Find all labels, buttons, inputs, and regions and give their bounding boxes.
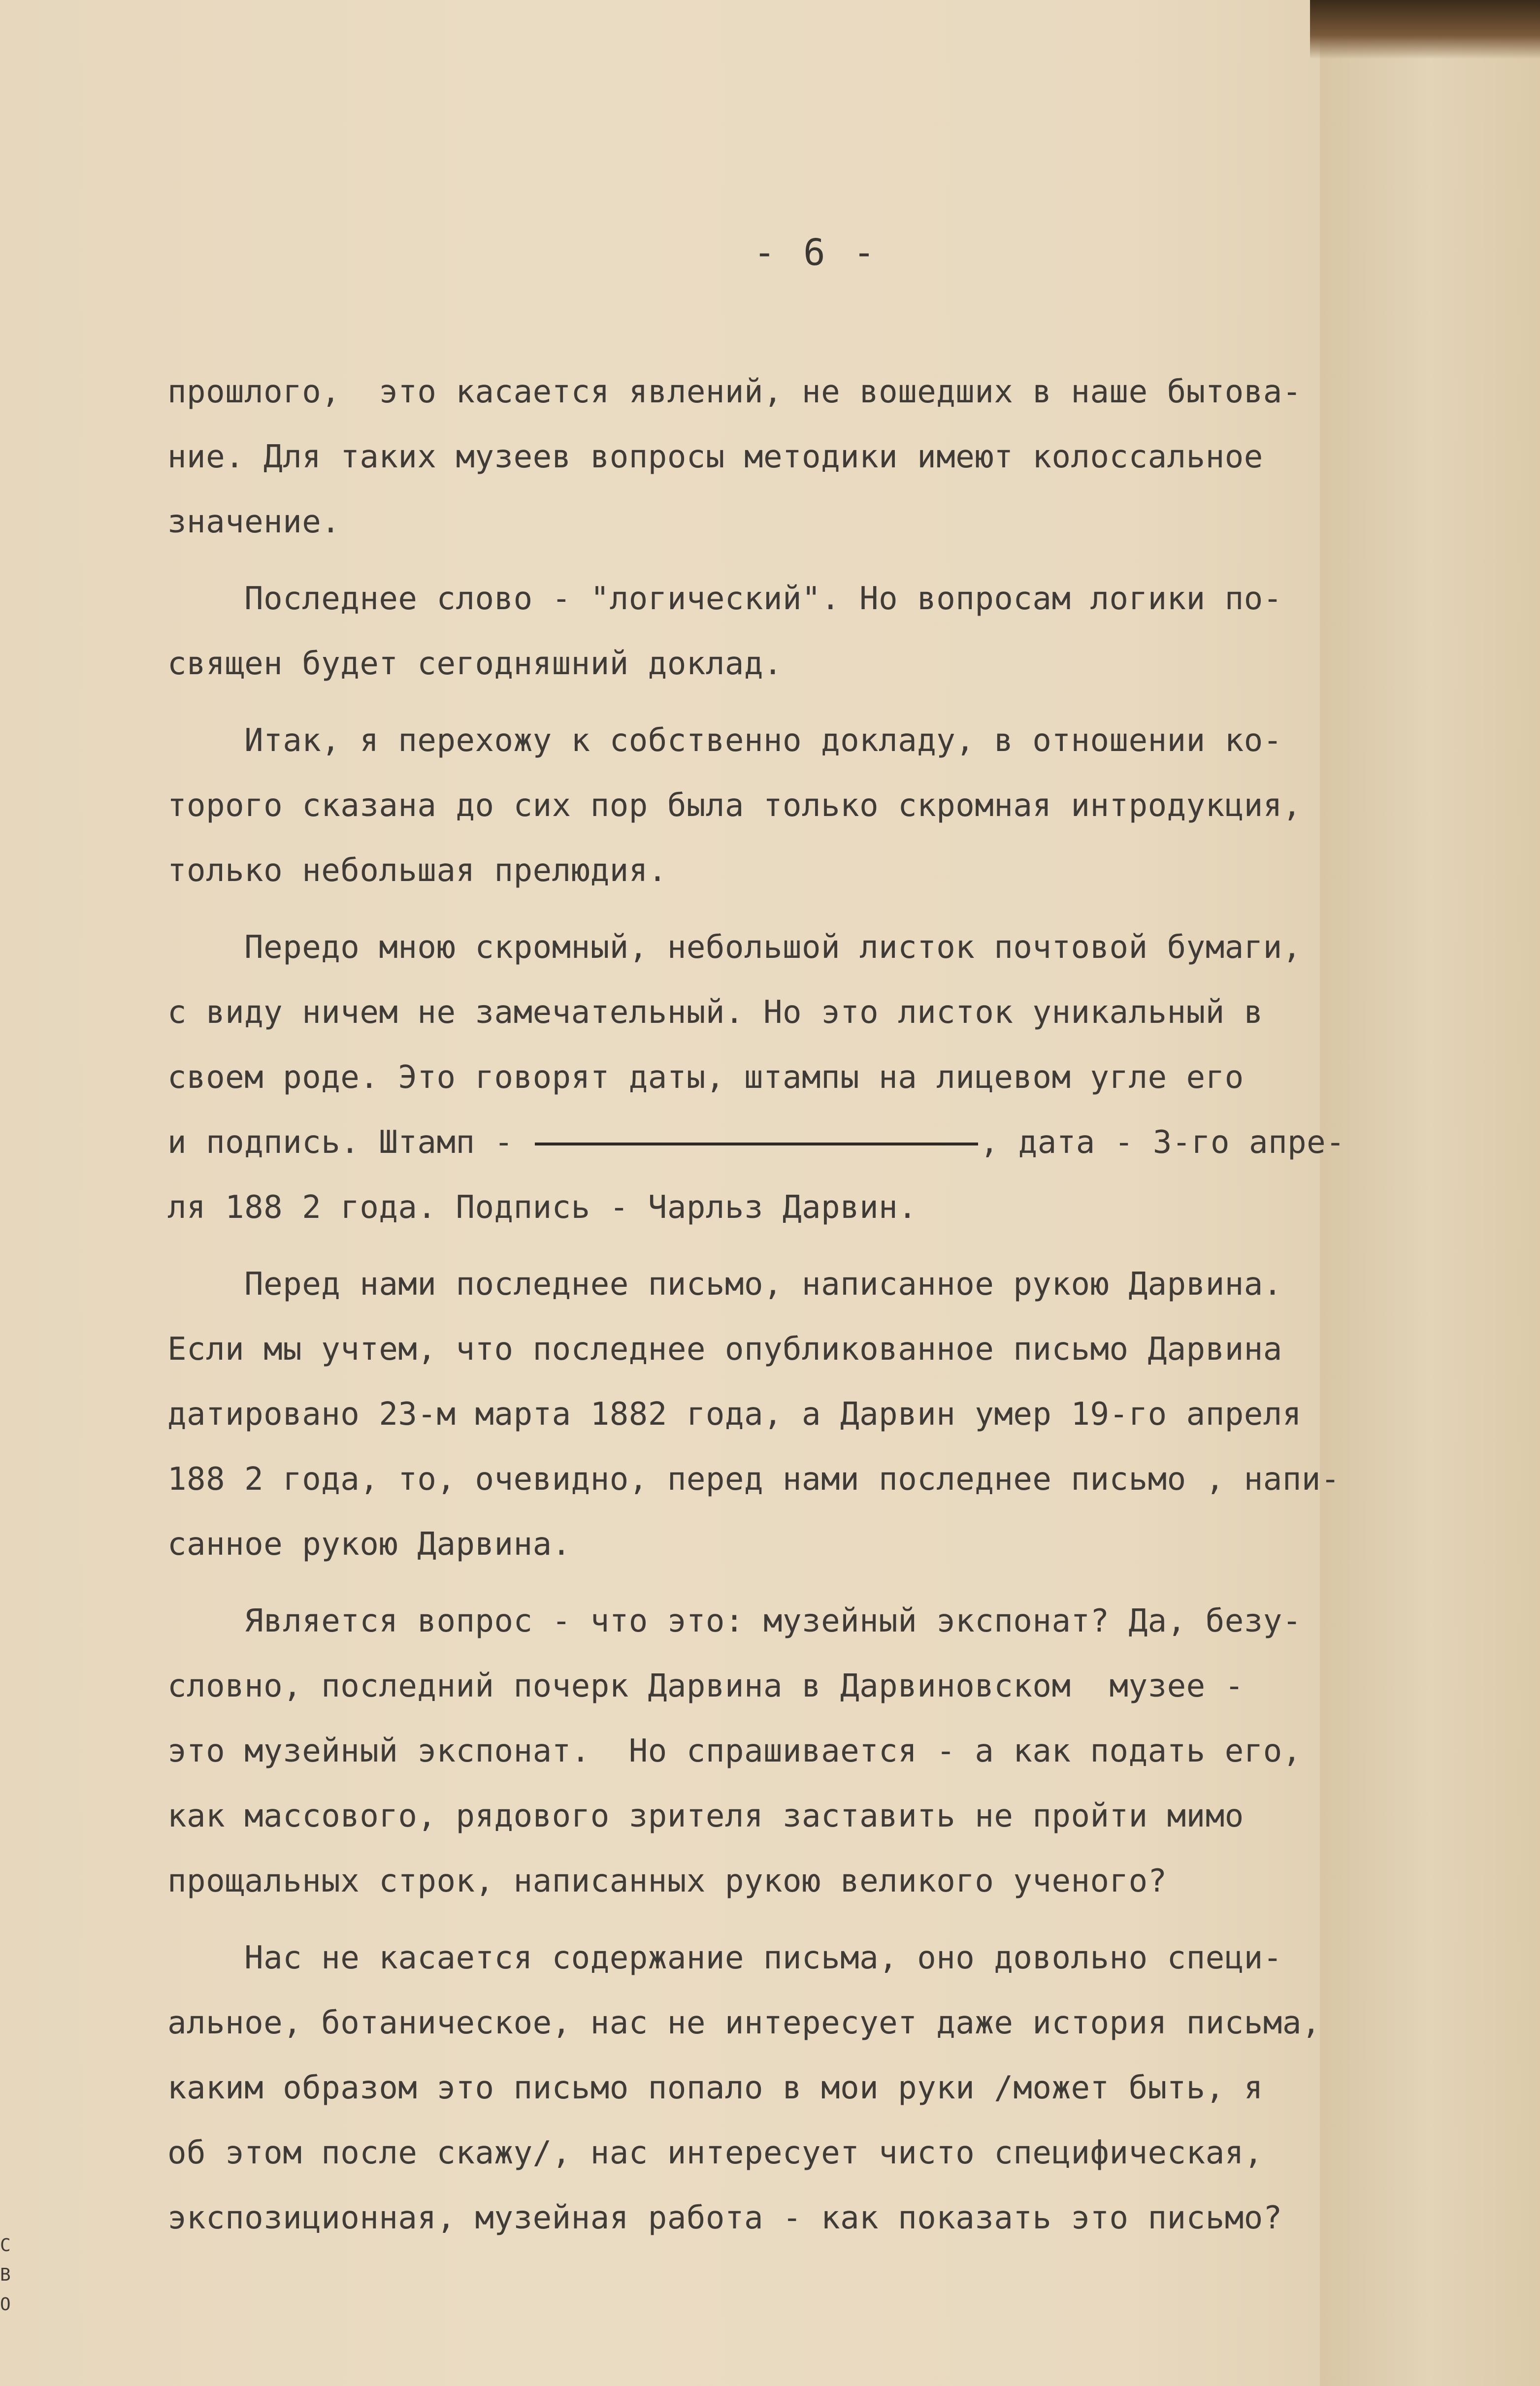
text-line: альное, ботаническое, нас не интересует даже история письма, [167, 2005, 1321, 2041]
margin-mark: С [0, 2235, 11, 2255]
text-line: Передо мною скромный, небольшой листок почтовой бумаги, [167, 929, 1302, 966]
text-line: священ будет сегодняшний доклад. [167, 646, 783, 682]
text-line: санное рукою Дарвина. [167, 1526, 571, 1563]
stamp-line-before: и подпись. Штамп - [167, 1124, 533, 1161]
stamp-line [167, 1110, 1389, 1175]
text-line: торого сказана до сих пор была только скромная интродукция, [167, 787, 1302, 824]
text-line: значение. [167, 504, 341, 540]
text-line: ние. Для таких музеев вопросы методики имеют колоссальное [167, 439, 1263, 475]
margin-marks [0, 2231, 15, 2320]
text-line: прощальных строк, написанных рукою великого ученого? [167, 1863, 1167, 1899]
text-line: это музейный экспонат. Но спрашивается - а как подать его, [167, 1733, 1302, 1769]
text-line: Если мы учтем, что последнее опубликованное письмо Дарвина [167, 1331, 1282, 1368]
text-line: ля 188 2 года. Подпись - Чарльз Дарвин. [167, 1189, 917, 1226]
text-line: Перед нами последнее письмо, написанное рукою Дарвина. [167, 1266, 1282, 1303]
text-line: Последнее слово - "логический". Но вопросам логики по- [167, 581, 1282, 617]
text-line: об этом после скажу/, нас интересует чисто специфическая, [167, 2135, 1263, 2171]
paragraph-gap [167, 1914, 1389, 1926]
text-block-2 [167, 1175, 1389, 2251]
body-text [167, 360, 1389, 2251]
binding-shadow [1310, 0, 1540, 59]
paragraph-gap [167, 1240, 1389, 1252]
page-number: - 6 - [754, 231, 878, 274]
text-line: каким образом это письмо попало в мои руки /может быть, я [167, 2070, 1263, 2106]
text-line: прошлого, это касается явлений, не вошедших в наше бытова- [167, 374, 1302, 410]
text-line: датировано 23-м марта 1882 года, а Дарвин умер 19-го апреля [167, 1396, 1302, 1433]
text-line: только небольшая прелюдия. [167, 852, 667, 889]
text-line: Является вопрос - что это: музейный экспонат? Да, безу- [167, 1603, 1302, 1639]
text-line: с виду ничем не замечательный. Но это листок уникальный в [167, 994, 1263, 1031]
text-line: 188 2 года, то, очевидно, перед нами последнее письмо , напи- [167, 1461, 1340, 1498]
text-line: словно, последний почерк Дарвина в Дарвиновском музее - [167, 1668, 1244, 1704]
text-line: экспозиционная, музейная работа - как показать это письмо? [167, 2200, 1282, 2236]
margin-mark: В [0, 2265, 11, 2285]
text-line: своем роде. Это говорят даты, штампы на лицевом угле его [167, 1059, 1244, 1096]
stamp-line-after: , дата - 3-го апре- [980, 1124, 1345, 1161]
text-line: Нас не касается содержание письма, оно довольно специ- [167, 1940, 1282, 1976]
margin-mark: О [0, 2294, 11, 2315]
text-line: как массового, рядового зрителя заставить не пройти мимо [167, 1798, 1244, 1834]
paragraph-gap [167, 696, 1389, 708]
text-line: Итак, я перехожу к собственно докладу, в отношении ко- [167, 722, 1282, 759]
paragraph-gap [167, 555, 1389, 566]
paragraph-gap [167, 1577, 1389, 1589]
blank-underline [535, 1143, 978, 1145]
paragraph-gap [167, 903, 1389, 915]
text-block-1 [167, 360, 1389, 1110]
